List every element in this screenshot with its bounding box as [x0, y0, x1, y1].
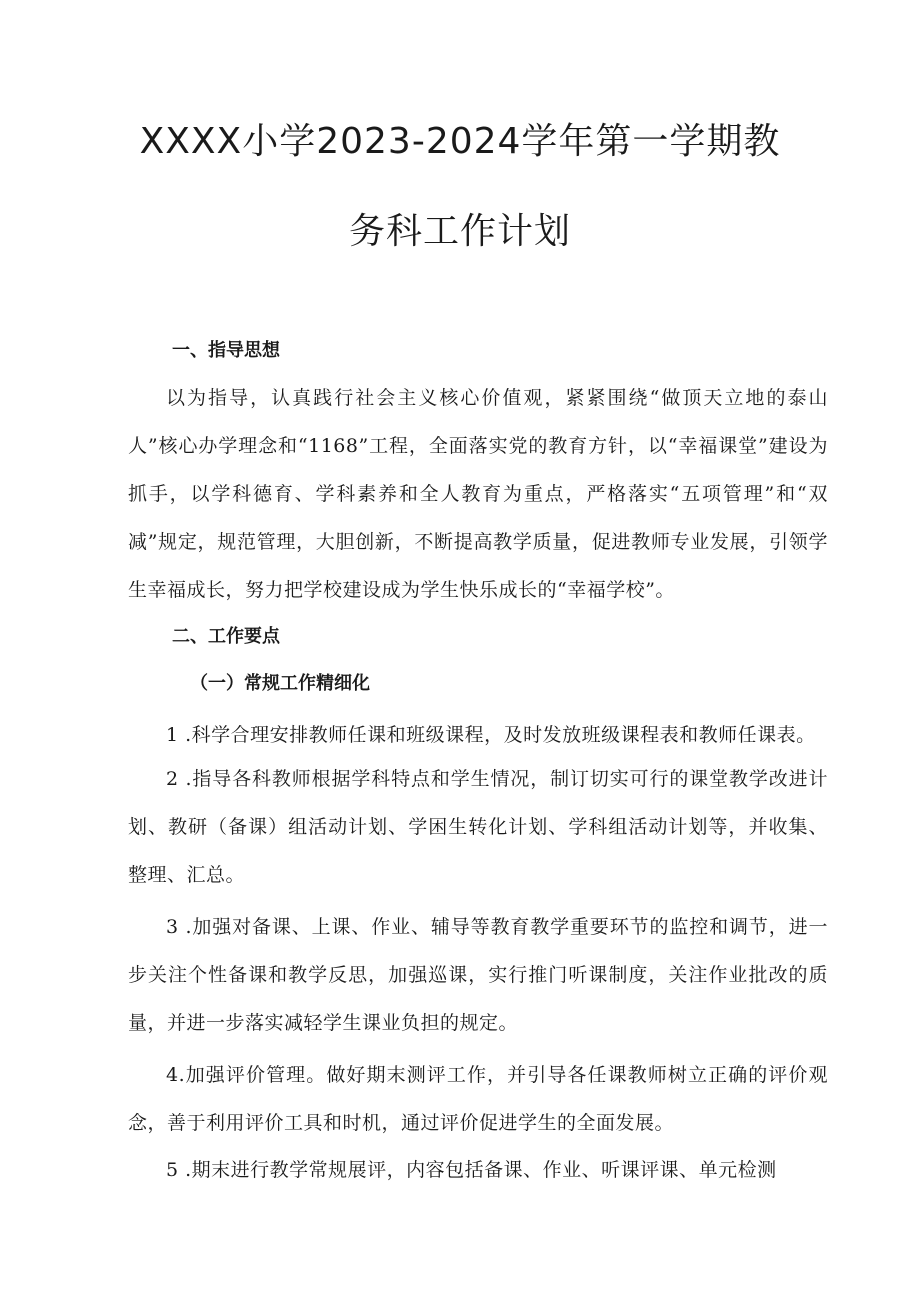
- work-item-3: 3 .加强对备课、上课、作业、辅导等教育教学重要环节的监控和调节，进一步关注个性备课和教学反思，加强巡课，实行推门听课制度，关注作业批改的质量，并进一步落实减轻学生课业负担的规定。: [128, 916, 828, 1034]
- section-heading-guiding-ideology: 一、指导思想: [172, 340, 280, 361]
- subsection-heading-routine-work: （一）常规工作精细化: [190, 673, 370, 694]
- document-title-line-1: XXXX小学2023-2024学年第一学期教: [139, 121, 781, 162]
- document-title-line-2: 务科工作计划: [348, 211, 571, 252]
- work-item-5: 5 .期末进行教学常规展评，内容包括备课、作业、听课评课、单元检测: [166, 1159, 777, 1181]
- work-item-1: 1 .科学合理安排教师任课和班级课程，及时发放班级课程表和教师任课表。: [166, 724, 816, 746]
- work-item-4: 4.加强评价管理。做好期末测评工作，并引导各任课教师树立正确的评价观念，善于利用评价工具和时机，通过评价促进学生的全面发展。: [128, 1064, 828, 1134]
- section-heading-work-points: 二、工作要点: [172, 626, 280, 647]
- guiding-ideology-paragraph: 以为指导，认真践行社会主义核心价值观，紧紧围绕“做顶天立地的泰山人”核心办学理念和“1168”工程，全面落实党的教育方针，以“幸福课堂”建设为抓手，以学科德育、学科素养和全人教育为重点，严格落实“五项管理”和“双减”规定，规范管理，大胆创新，不断提高教学质量，促进教师专业发展，引领学生幸福成长，努力把学校建设成为学生快乐成长的“幸福学校”。: [128, 387, 828, 601]
- work-item-2: 2 .指导各科教师根据学科特点和学生情况，制订切实可行的课堂教学改进计划、教研（备课）组活动计划、学困生转化计划、学科组活动计划等，并收集、整理、汇总。: [128, 768, 828, 886]
